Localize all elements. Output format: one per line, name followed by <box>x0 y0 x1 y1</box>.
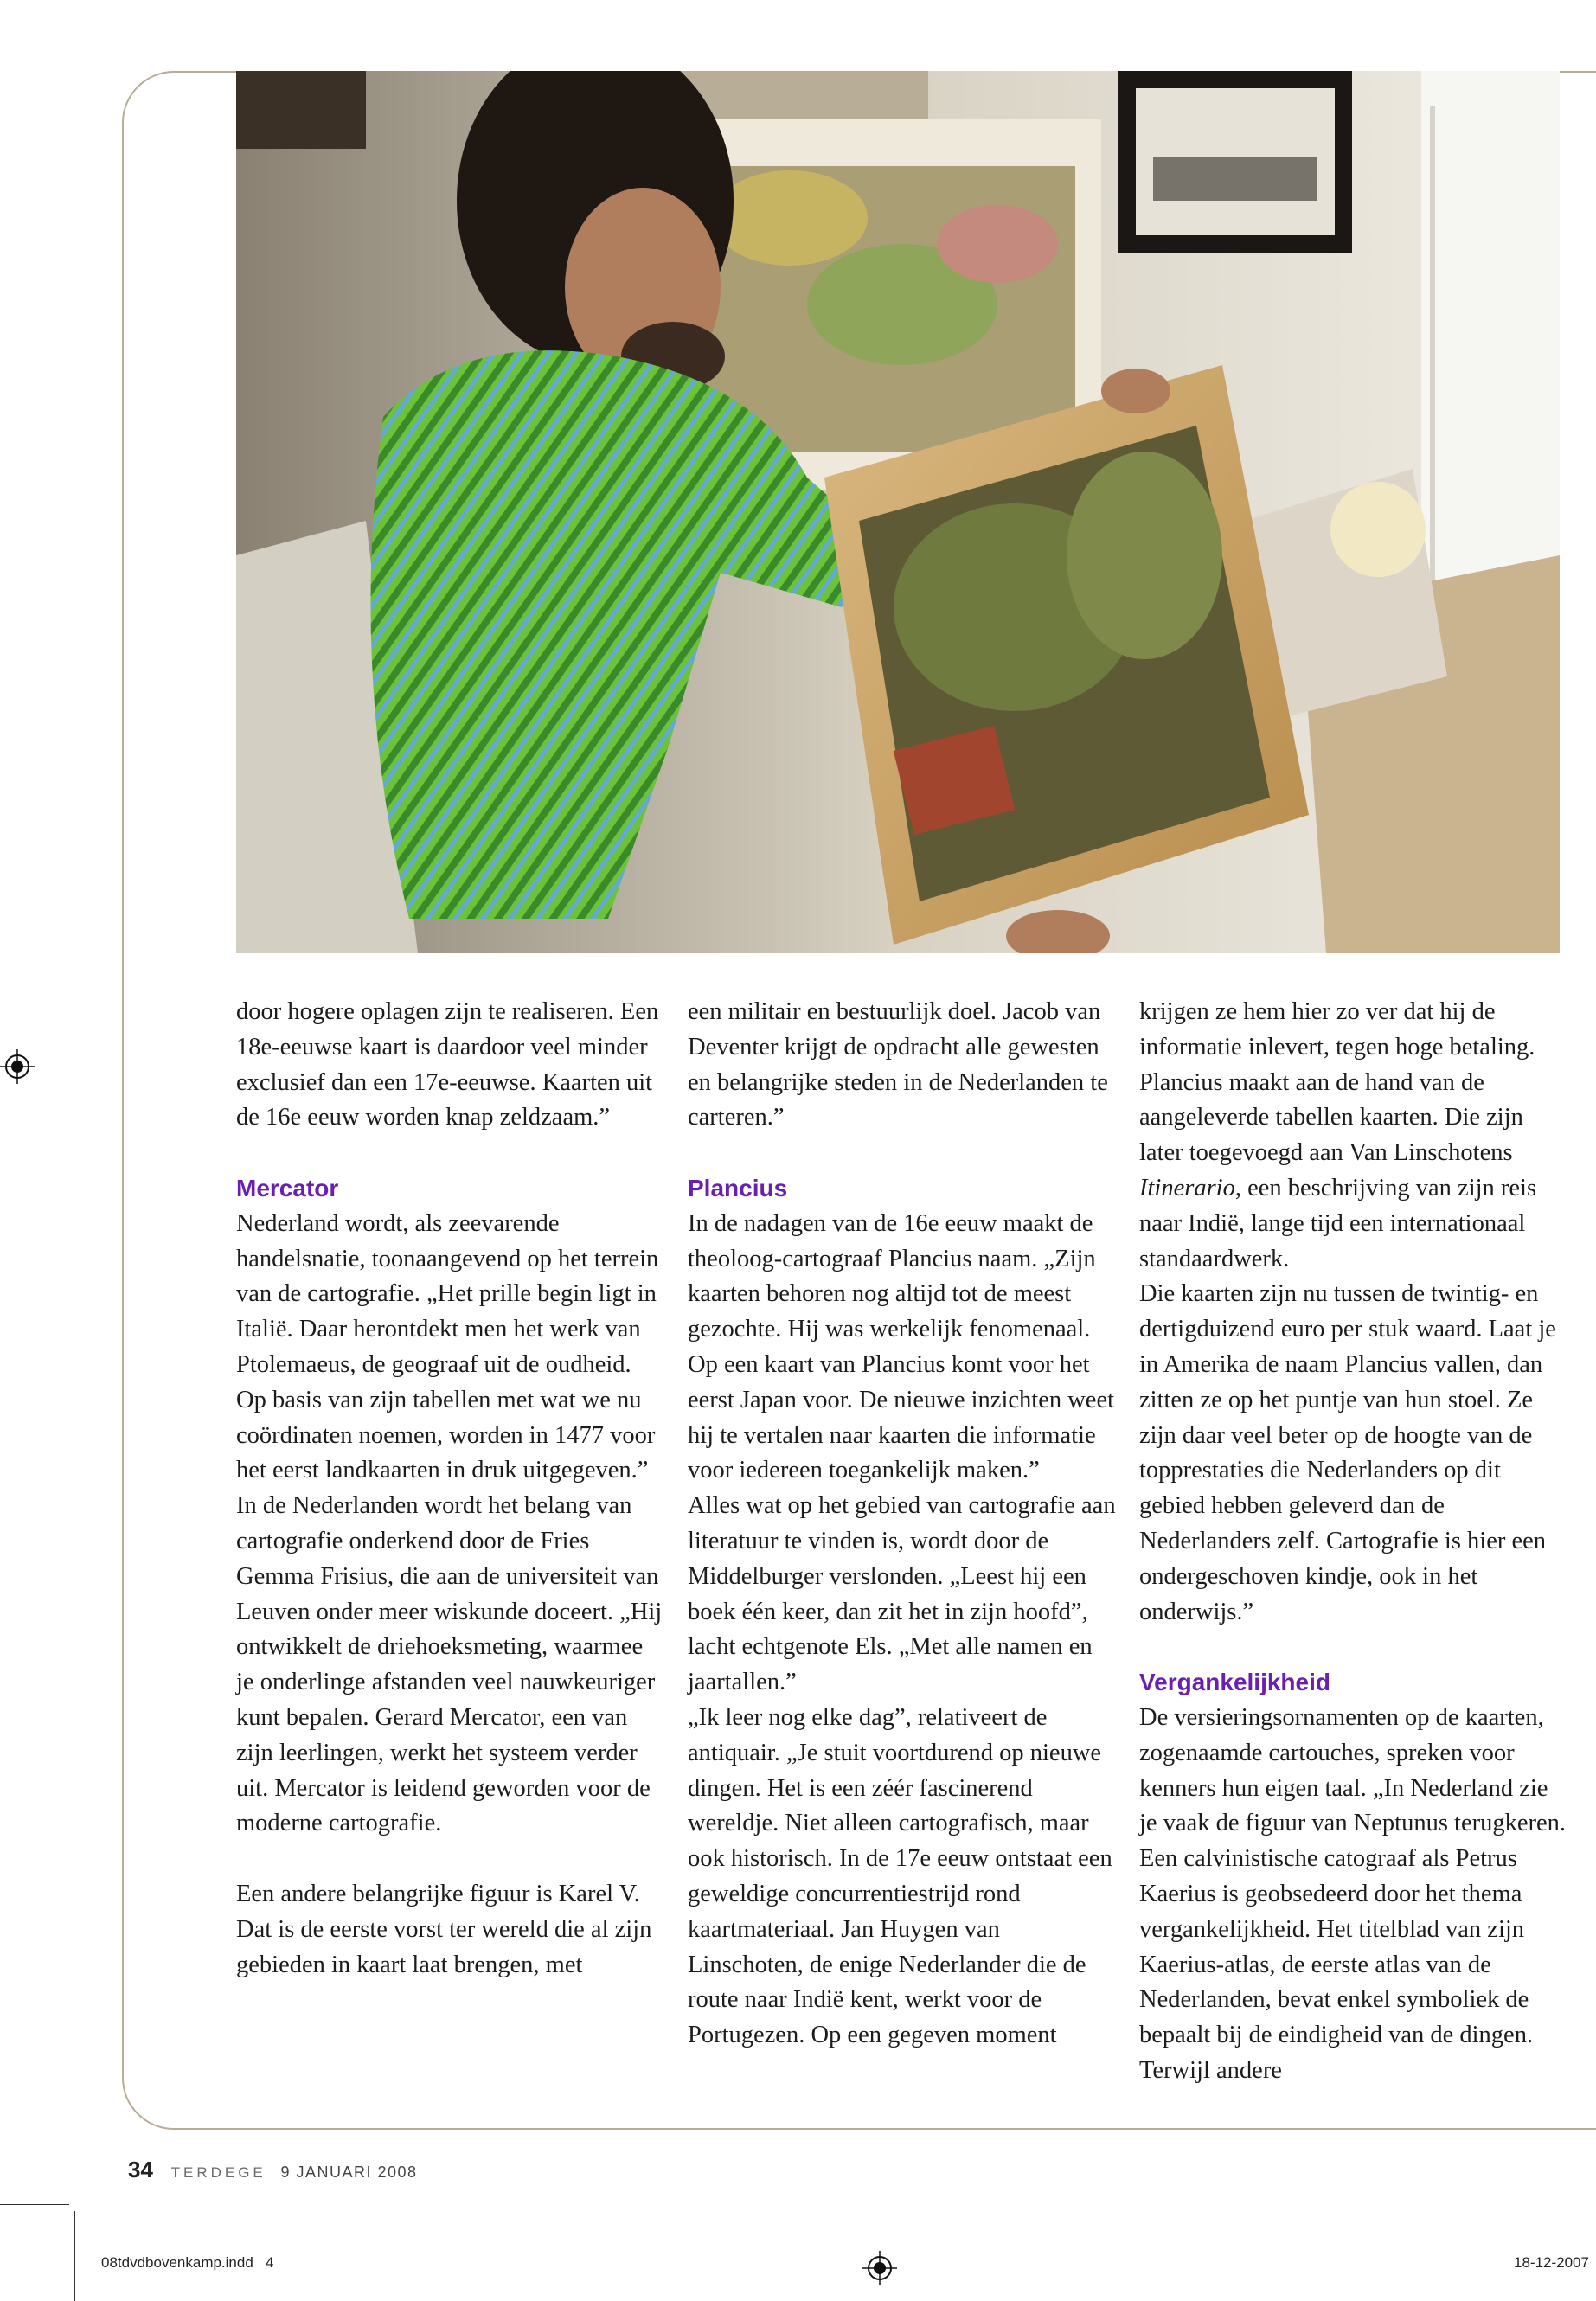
body-paragraph: Alles wat op het gebied van cartografie aan literatuur te vinden is, wordt door de Middelburger verslonden. „Leest hij een boek één keer, dan zit het in zijn hoofd”, lacht echtgenote Els. „Met alle namen en jaartallen.” <box>688 1492 1116 1696</box>
photo-antique-map-dealer-icon <box>236 71 1560 953</box>
italic-title: Itinerario <box>1139 1174 1235 1202</box>
column-1 <box>236 995 664 1983</box>
body-paragraph: een militair en bestuurlijk doel. Jacob van Deventer krijgt de opdracht alle gewesten en belangrijke steden in de Nederlanden te carteren.” <box>688 998 1108 1131</box>
magazine-name: TERDEGE <box>170 2164 266 2181</box>
body-paragraph: „Ik leer nog elke dag”, relativeert de antiquair. „Je stuit voortdurend op nieuwe dingen. Het is een zéér fascinerend wereldje. Niet alleen cartografisch, maar ook historisch. In de 17e eeuw ontstaat een geweldige concurrentiestrijd rond kaartmateriaal. Jan Huygen van Linschoten, de enige Nederlander die de route naar Indië kent, werkt voor de Portugezen. Op een gegeven moment <box>688 1703 1112 2049</box>
page-folio <box>128 2157 418 2183</box>
body-paragraph: De versieringsornamenten op de kaarten, zogenaamde cartouches, spreken voor kenners hun eigen taal. „In Nederland zie je vaak de figuur van Neptunus terugkeren. Een calvinistische catograaf als Petrus Kaerius is geobsedeerd door het thema vergankelijkheid. Het titelblad van zijn Kaerius-atlas, de eerste atlas van de Nederlanden, bevat enkel symboliek de bepaalt bij de eindigheid van de dingen. Terwijl andere <box>1139 1703 1567 2084</box>
crop-mark-vertical <box>74 2211 75 2301</box>
slug-filename: 08tdvdbovenkamp.indd 4 <box>101 2254 274 2271</box>
registration-mark-icon <box>0 1049 35 1084</box>
crop-mark-horizontal <box>0 2204 69 2205</box>
body-paragraph: In de Nederlanden wordt het belang van cartografie onderkend door de Fries Gemma Frisius, die aan de universiteit van Leuven onder meer wiskunde doceert. „Hij ontwikkelt de driehoeksmeting, waarmee je onderlinge afstanden veel nauwkeuriger kunt bepalen. Gerard Mercator, een van zijn leerlingen, werkt het systeem verder uit. Mercator is leidend geworden voor de moderne cartografie. <box>236 1492 663 1837</box>
column-2 <box>688 995 1116 2054</box>
section-heading-mercator: Mercator <box>236 1174 339 1202</box>
body-paragraph <box>1139 995 1567 1277</box>
slug-date: 18-12-2007 <box>1514 2254 1589 2271</box>
body-paragraph: Die kaarten zijn nu tussen de twintig- en dertigduizend euro per stuk waard. Laat je in Amerika de naam Plancius vallen, dan zitten ze op het puntje van hun stoel. Ze zijn daar veel beter op de hoogte van de topprestaties die Nederlanders op dit gebied hebben geleverd dan de Nederlanders zelf. Cartografie is hier een ondergeschoven kindje, ook in het onderwijs.” <box>1139 1280 1556 1625</box>
body-paragraph: Nederland wordt, als zeevarende handelsnatie, toonaangevend op het terrein van de cartografie. „Het prille begin ligt in Italië. Daar herontdekt men het werk van Ptolemaeus, de geograaf uit de oudheid. Op basis van zijn tabellen met wat we nu coördinaten noemen, worden in 1477 voor het eerst landkaarten in druk uitgegeven.” <box>236 1209 659 1484</box>
body-paragraph: door hogere oplagen zijn te realiseren. Een 18e-eeuwse kaart is daardoor veel minder exclusief dan een 17e-eeuwse. Kaarten uit de 16e eeuw worden knap zeldzaam.” <box>236 998 659 1131</box>
registration-mark-icon <box>862 2251 897 2285</box>
article-photo <box>236 71 1560 953</box>
section-heading-vergankelijkheid: Vergankelijkheid <box>1139 1669 1330 1696</box>
page-number: 34 <box>128 2157 153 2182</box>
body-paragraph: In de nadagen van de 16e eeuw maakt de theoloog-cartograaf Plancius naam. „Zijn kaarten behoren nog altijd tot de meest gezochte. Hij was werkelijk fenomenaal. Op een kaart van Plancius komt voor het eerst Japan voor. De nieuwe inzichten weet hij te vertalen naar kaarten die informatie voor iedereen toegankelijk maken.” <box>688 1209 1115 1484</box>
issue-date: 9 JANUARI 2008 <box>280 2163 418 2181</box>
column-3 <box>1139 995 1567 2089</box>
text-run: , een beschrijving van zijn reis naar Indië, lange tijd een internationaal standaardwerk. <box>1139 1174 1537 1272</box>
text-run: krijgen ze hem hier zo ver dat hij de informatie inlevert, tegen hoge betaling. Plancius maakt aan de hand van de aangeleverde tabellen kaarten. Die zijn later toegevoegd aan Van Linschotens <box>1139 998 1535 1167</box>
section-heading-plancius: Plancius <box>688 1174 788 1202</box>
body-paragraph: Een andere belangrijke figuur is Karel V. Dat is de eerste vorst ter wereld die al zijn gebieden in kaart laat brengen, met <box>236 1880 652 1978</box>
